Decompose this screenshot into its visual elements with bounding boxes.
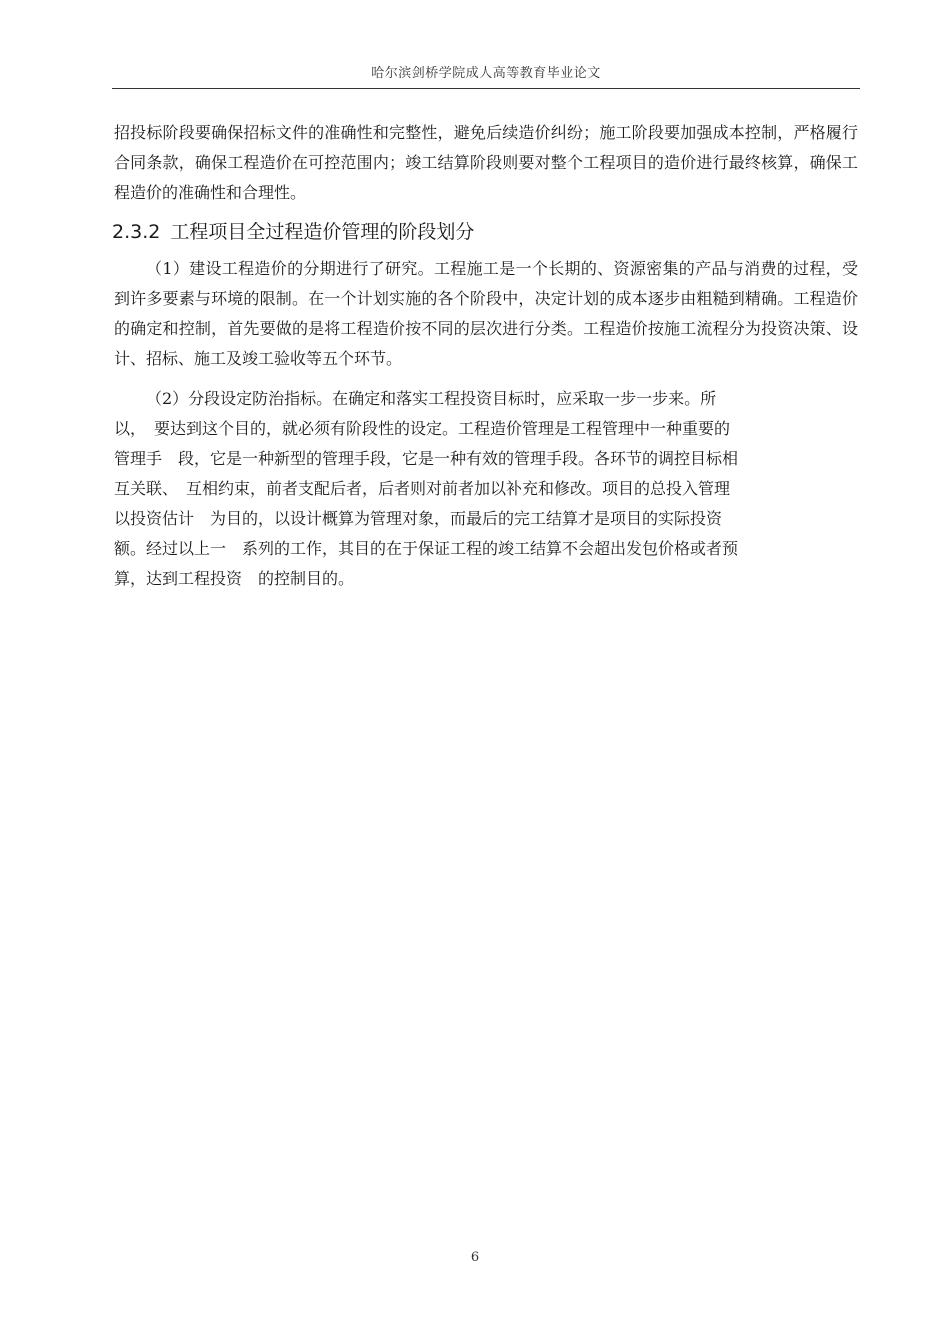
- document-body: [114, 118, 858, 594]
- section-heading: [112, 218, 858, 246]
- header-rule: [112, 88, 860, 89]
- section-number: 2.3.2: [112, 221, 161, 243]
- paragraph-2-line: 算，达到工程投资 的控制目的。: [114, 569, 355, 588]
- paragraph-2-line: 以， 要达到这个目的，就必须有阶段性的设定。工程造价管理是工程管理中一种重要的: [114, 419, 731, 438]
- paragraph-1: （1）建设工程造价的分期进行了研究。工程施工是一个长期的、资源密集的产品与消费的过程，受到许多要素与环境的限制。在一个计划实施的各个阶段中，决定计划的成本逐步由粗糙到精确。工程造价的确定和控制，首先要做的是将工程造价按不同的层次进行分类。工程造价按施工流程分为投资决策、设计、招标、施工及竣工验收等五个环节。: [114, 259, 858, 368]
- section-title: 工程项目全过程造价管理的阶段划分: [170, 221, 475, 243]
- paragraph-2-line: 互关联、 互相约束，前者支配后者，后者则对前者加以补充和修改。项目的总投入管理: [114, 479, 731, 498]
- paragraph-gap: [114, 374, 858, 384]
- intro-paragraph: 招投标阶段要确保招标文件的准确性和完整性，避免后续造价纠纷；施工阶段要加强成本控制，严格履行合同条款，确保工程造价在可控范围内；竣工结算阶段则要对整个工程项目的造价进行最终核算，确保工程造价的准确性和合理性。: [114, 123, 858, 202]
- paragraph-2: [114, 384, 858, 594]
- paragraph-2-line: 额。经过以上一 系列的工作，其目的在于保证工程的竣工结算不会超出发包价格或者预: [114, 539, 739, 558]
- paragraph-2-line: （2）分段设定防治指标。在确定和落实工程投资目标时，应采取一步一步来。所: [146, 389, 717, 408]
- paragraph-2-line: 管理手 段，它是一种新型的管理手段，它是一种有效的管理手段。各环节的调控目标相: [114, 449, 739, 468]
- paragraph-2-line: 以投资估计 为目的，以设计概算为管理对象，而最后的完工结算才是项目的实际投资: [114, 509, 723, 528]
- page-number: 6: [470, 1250, 480, 1265]
- page-header: 哈尔滨剑桥学院成人高等教育毕业论文: [371, 66, 601, 81]
